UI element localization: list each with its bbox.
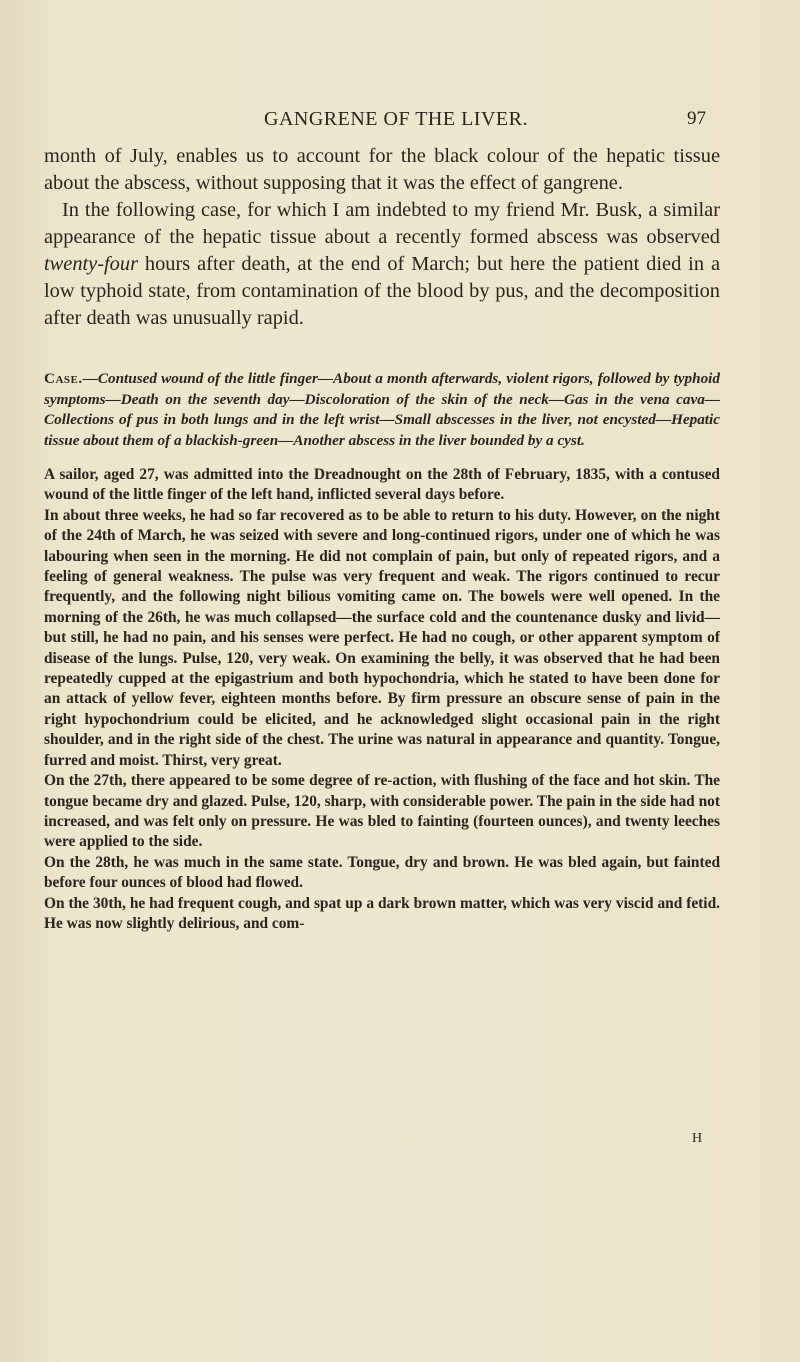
narrative-paragraph: On the 27th, there appeared to be some degree of re-action, with flushing of the face and hot skin. The tongue became dry and glazed. Pulse, 120, sharp, with considerable power. The pain in the side had not increased, and was felt only on pressure. He was bled to fainting (fourteen ounces), and twenty leeches were applied to the side. xyxy=(44,772,720,851)
intro-paragraph-2-end: hours after death, at the end of March; but here the patient died in a low typhoid state, from contamination of the blood by pus, and the decomposition after death was unusually rapid. xyxy=(44,253,720,329)
case-summary: —Contused wound of the little finger—About a month afterwards, violent rigors, followed by typhoid symptoms—Death on the seventh day—Discoloration of the skin of the neck—Gas in the vena cava—Collections of pus in both lungs and in the left wrist—Small abscesses in the liver, not encysted—Hepatic tissue about them of a blackish-green—Another abscess in the liver bounded by a cyst. xyxy=(44,370,720,449)
intro-paragraph-2 xyxy=(44,197,720,332)
narrative-paragraph: On the 28th, he was much in the same state. Tongue, dry and brown. He was bled again, but fainted before four ounces of blood had flowed. xyxy=(44,853,720,892)
narrative-paragraph: On the 30th, he had frequent cough, and spat up a dark brown matter, which was very viscid and fetid. He was now slightly delirious, and com- xyxy=(44,894,720,932)
intro-paragraph-1: month of July, enables us to account for the black colour of the hepatic tissue about the abscess, without supposing that it was the effect of gangrene. xyxy=(44,145,720,194)
page-number: 97 xyxy=(687,108,706,129)
running-title: GANGRENE OF THE LIVER. xyxy=(264,108,528,130)
case-narrative xyxy=(44,465,720,934)
narrative-paragraph: A sailor, aged 27, was admitted into the Dreadnought on the 28th of February, 1835, with a contused wound of the little finger of the left hand, inflicted several days before. xyxy=(44,466,720,504)
case-label: Case. xyxy=(44,370,83,387)
intro-text xyxy=(44,143,720,332)
signature-mark: H xyxy=(692,1131,703,1146)
intro-paragraph-2-start: In the following case, for which I am indebted to my friend Mr. Busk, a similar appearance of the hepatic tissue about a recently formed abscess was observed xyxy=(44,199,720,248)
page-header xyxy=(86,108,706,138)
case-heading xyxy=(44,369,720,451)
narrative-paragraph: In about three weeks, he had so far recovered as to be able to return to his duty. However, on the night of the 24th of March, he was seized with severe and long-continued rigors, under one of which he was labouring when seen in the morning. He did not complain of pain, but only of repeated rigors, and a feeling of general weakness. The pulse was very frequent and weak. The rigors continued to recur frequently, and the following night bilious vomiting came on. The bowels were well opened. In the morning of the 26th, he was much collapsed—the surface cold and the countenance dusky and livid—but still, he had no pain, and his senses were perfect. He had no cough, or other apparent symptom of disease of the lungs. Pulse, 120, very weak. On examining the belly, it was observed that he had been repeatedly cupped at the epigastrium and both hypochondria, which he stated to have been done for an attack of yellow fever, eighteen months before. By firm pressure an obscure sense of pain in the right hypochondrium could be elicited, and he acknowledged slight occasional pain in the right shoulder, and in the right side of the chest. The urine was natural in appearance and quantity. Tongue, furred and moist. Thirst, very great. xyxy=(44,506,720,769)
emphasis-twenty-four: twenty-four xyxy=(44,253,139,275)
